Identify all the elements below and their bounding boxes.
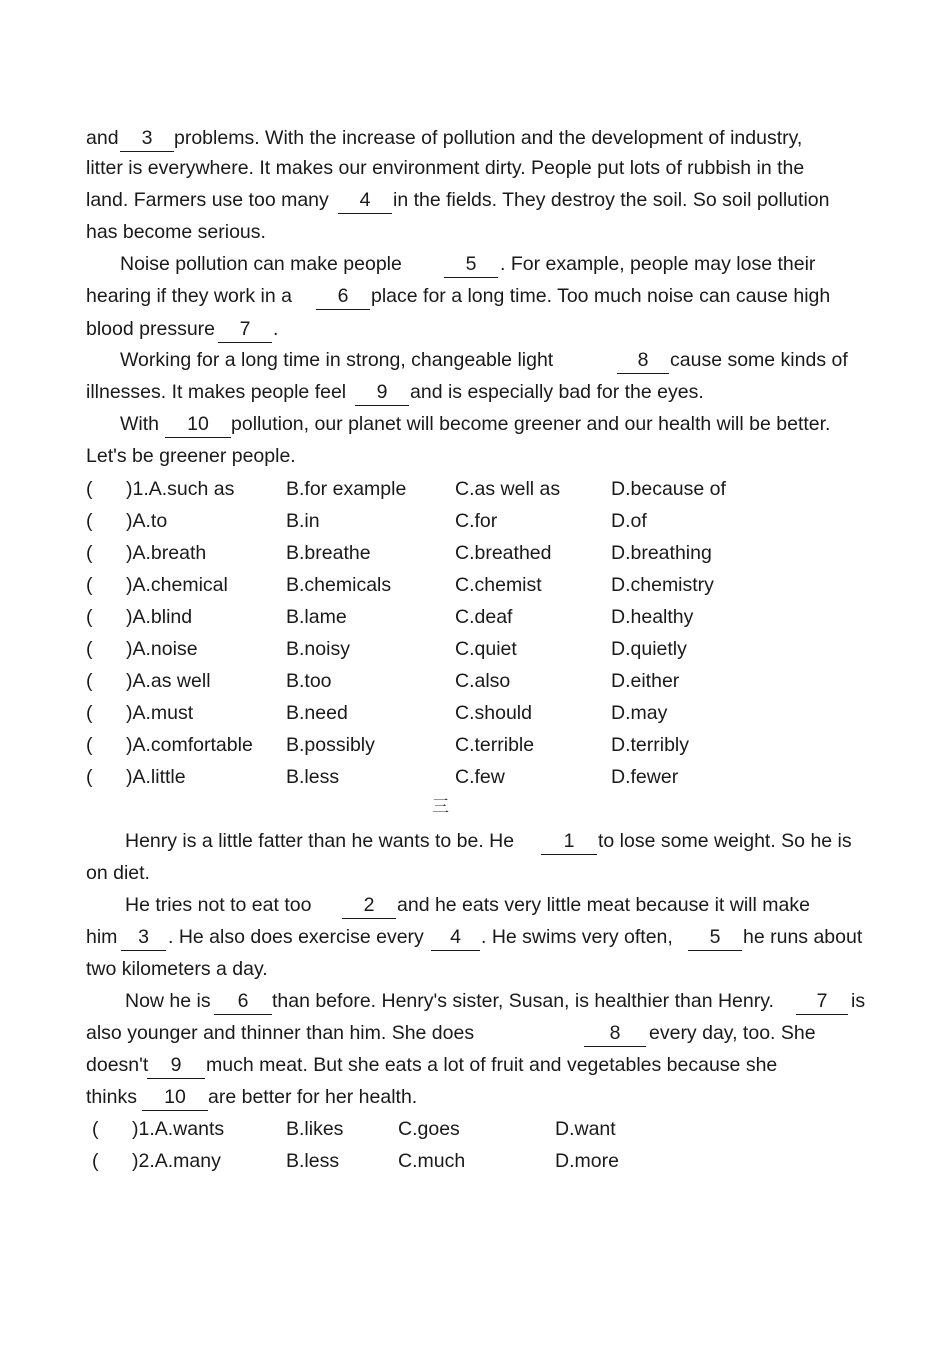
question-stem-option-a: )A.comfortable bbox=[126, 734, 253, 756]
passage-line bbox=[0, 216, 950, 248]
option-c: C.quiet bbox=[455, 638, 517, 660]
option-b: B.chemicals bbox=[286, 574, 392, 596]
question-row bbox=[0, 665, 950, 697]
option-b: B.less bbox=[286, 1150, 340, 1172]
passage-text: thinks bbox=[86, 1086, 137, 1108]
question-stem-option-a: )A.blind bbox=[126, 606, 193, 628]
option-c: C.few bbox=[455, 766, 505, 788]
option-c: C.for bbox=[455, 510, 498, 532]
option-b: B.noisy bbox=[286, 638, 350, 660]
answer-paren: ( bbox=[86, 574, 93, 596]
question-row bbox=[0, 601, 950, 633]
passage-line bbox=[0, 344, 950, 376]
passage-text: . For example, people may lose their bbox=[500, 253, 816, 275]
answer-paren: ( bbox=[86, 638, 93, 660]
passage-line bbox=[0, 122, 950, 154]
question-row bbox=[0, 697, 950, 729]
answer-blank: 4 bbox=[431, 921, 480, 951]
question-row bbox=[0, 729, 950, 761]
passage-text: and is especially bad for the eyes. bbox=[410, 381, 704, 403]
answer-blank: 5 bbox=[444, 248, 498, 278]
answer-blank: 9 bbox=[355, 376, 409, 406]
answer-paren: ( bbox=[92, 1118, 99, 1140]
option-c: C.also bbox=[455, 670, 511, 692]
passage-text: . He also does exercise every bbox=[168, 926, 424, 948]
answer-paren: ( bbox=[86, 542, 93, 564]
passage-text: place for a long time. Too much noise can cause high bbox=[371, 285, 831, 307]
passage-text: Let's be greener people. bbox=[86, 445, 296, 467]
question-row bbox=[0, 761, 950, 793]
answer-blank: 6 bbox=[316, 280, 370, 310]
answer-paren: ( bbox=[92, 1150, 99, 1172]
passage-line bbox=[0, 889, 950, 921]
question-row bbox=[0, 633, 950, 665]
option-b: B.breathe bbox=[286, 542, 371, 564]
passage-text: Noise pollution can make people bbox=[120, 253, 402, 275]
option-d: D.either bbox=[611, 670, 680, 692]
option-c: C.breathed bbox=[455, 542, 552, 564]
passage-line bbox=[0, 1081, 950, 1113]
question-row bbox=[0, 505, 950, 537]
option-c: C.should bbox=[455, 702, 532, 724]
passage-text: land. Farmers use too many bbox=[86, 189, 329, 211]
option-c: C.much bbox=[398, 1150, 466, 1172]
option-d: D.fewer bbox=[611, 766, 679, 788]
passage-line bbox=[0, 440, 950, 472]
option-b: B.for example bbox=[286, 478, 407, 500]
passage-text: Henry is a little fatter than he wants to be. He bbox=[125, 830, 515, 852]
passage-text: are better for her health. bbox=[208, 1086, 418, 1108]
answer-blank: 8 bbox=[584, 1017, 646, 1047]
option-d: D.more bbox=[555, 1150, 619, 1172]
option-b: B.likes bbox=[286, 1118, 344, 1140]
passage-text: doesn't bbox=[86, 1054, 149, 1076]
answer-blank: 10 bbox=[165, 408, 231, 438]
passage-text: He tries not to eat too bbox=[125, 894, 312, 916]
answer-blank: 3 bbox=[121, 921, 166, 951]
option-d: D.of bbox=[611, 510, 647, 532]
question-stem-option-a: )A.noise bbox=[126, 638, 198, 660]
passage-text: also younger and thinner than him. She does bbox=[86, 1022, 475, 1044]
option-c: C.chemist bbox=[455, 574, 542, 596]
passage-text: Now he is bbox=[125, 990, 211, 1012]
passage-text: to lose some weight. So he is bbox=[598, 830, 852, 852]
option-c: C.terrible bbox=[455, 734, 535, 756]
passage-text: on diet. bbox=[86, 862, 150, 884]
answer-paren: ( bbox=[86, 510, 93, 532]
answer-paren: ( bbox=[86, 670, 93, 692]
option-b: B.need bbox=[286, 702, 348, 724]
passage-line bbox=[0, 825, 950, 857]
passage-line bbox=[0, 857, 950, 889]
passage-line bbox=[0, 985, 950, 1017]
passage-text: than before. Henry's sister, Susan, is healthier than Henry. bbox=[272, 990, 774, 1012]
passage-line bbox=[0, 1017, 950, 1049]
option-c: C.deaf bbox=[455, 606, 513, 628]
answer-blank: 6 bbox=[214, 985, 272, 1015]
option-d: D.may bbox=[611, 702, 668, 724]
answer-paren: ( bbox=[86, 734, 93, 756]
passage-text: in the fields. They destroy the soil. So soil pollution bbox=[393, 189, 830, 211]
answer-blank: 10 bbox=[142, 1081, 208, 1111]
passage-text: two kilometers a day. bbox=[86, 958, 268, 980]
answer-blank: 9 bbox=[147, 1049, 205, 1079]
passage-text: and bbox=[86, 127, 119, 149]
question-stem-option-a: )2.A.many bbox=[132, 1150, 221, 1172]
passage-text: . He swims very often, bbox=[481, 926, 673, 948]
passage-line bbox=[0, 1049, 950, 1081]
answer-paren: ( bbox=[86, 606, 93, 628]
question-row bbox=[0, 537, 950, 569]
passage-line bbox=[0, 921, 950, 953]
passage-text: blood pressure bbox=[86, 318, 215, 340]
question-stem-option-a: )A.as well bbox=[126, 670, 211, 692]
question-stem-option-a: )A.chemical bbox=[126, 574, 228, 596]
passage-text: litter is everywhere. It makes our environment dirty. People put lots of rubbish in the bbox=[86, 157, 805, 179]
answer-blank: 7 bbox=[218, 313, 272, 343]
passage-text: With bbox=[120, 413, 159, 435]
option-b: B.possibly bbox=[286, 734, 375, 756]
passage-line bbox=[0, 953, 950, 985]
answer-blank: 8 bbox=[617, 344, 669, 374]
passage-text: . bbox=[273, 318, 279, 340]
option-b: B.too bbox=[286, 670, 332, 692]
option-d: D.breathing bbox=[611, 542, 712, 564]
option-b: B.less bbox=[286, 766, 340, 788]
passage-text: hearing if they work in a bbox=[86, 285, 292, 307]
passage-line bbox=[0, 248, 950, 280]
option-d: D.want bbox=[555, 1118, 616, 1140]
passage-text: he runs about bbox=[743, 926, 863, 948]
passage-text: him bbox=[86, 926, 118, 948]
question-row bbox=[0, 1145, 950, 1177]
question-stem-option-a: )A.to bbox=[126, 510, 168, 532]
passage-text: problems. With the increase of pollution and the development of industry, bbox=[174, 127, 803, 149]
passage-text: every day, too. She bbox=[649, 1022, 816, 1044]
passage-text: has become serious. bbox=[86, 221, 266, 243]
passage-text: illnesses. It makes people feel bbox=[86, 381, 347, 403]
question-row bbox=[0, 1113, 950, 1145]
passage-line bbox=[0, 184, 950, 216]
option-b: B.lame bbox=[286, 606, 347, 628]
question-row bbox=[0, 473, 950, 505]
question-stem-option-a: )A.little bbox=[126, 766, 186, 788]
answer-blank: 4 bbox=[338, 184, 392, 214]
answer-blank: 7 bbox=[796, 985, 848, 1015]
option-d: D.quietly bbox=[611, 638, 687, 660]
question-stem-option-a: )A.breath bbox=[126, 542, 207, 564]
passage-line bbox=[0, 376, 950, 408]
passage-text: cause some kinds of bbox=[670, 349, 848, 371]
question-stem-option-a: )A.must bbox=[126, 702, 194, 724]
option-d: D.terribly bbox=[611, 734, 690, 756]
question-stem-option-a: )1.A.such as bbox=[126, 478, 235, 500]
answer-blank: 3 bbox=[120, 122, 174, 152]
answer-blank: 5 bbox=[688, 921, 742, 951]
option-d: D.healthy bbox=[611, 606, 694, 628]
passage-line bbox=[0, 408, 950, 440]
answer-paren: ( bbox=[86, 478, 93, 500]
option-b: B.in bbox=[286, 510, 320, 532]
passage-line bbox=[0, 152, 950, 184]
passage-text: is bbox=[851, 990, 866, 1012]
passage-text: pollution, our planet will become greener and our health will be better. bbox=[231, 413, 831, 435]
passage-text: much meat. But she eats a lot of fruit and vegetables because she bbox=[206, 1054, 778, 1076]
answer-paren: ( bbox=[86, 766, 93, 788]
answer-blank: 1 bbox=[541, 825, 597, 855]
answer-blank: 2 bbox=[342, 889, 396, 919]
section-marker: 三 bbox=[432, 797, 449, 816]
option-d: D.because of bbox=[611, 478, 726, 500]
passage-line bbox=[0, 280, 950, 312]
question-row bbox=[0, 569, 950, 601]
option-c: C.goes bbox=[398, 1118, 460, 1140]
option-d: D.chemistry bbox=[611, 574, 714, 596]
passage-text: Working for a long time in strong, changeable light bbox=[120, 349, 554, 371]
question-stem-option-a: )1.A.wants bbox=[132, 1118, 225, 1140]
option-c: C.as well as bbox=[455, 478, 561, 500]
passage-text: and he eats very little meat because it will make bbox=[397, 894, 810, 916]
answer-paren: ( bbox=[86, 702, 93, 724]
passage-line bbox=[0, 313, 950, 345]
